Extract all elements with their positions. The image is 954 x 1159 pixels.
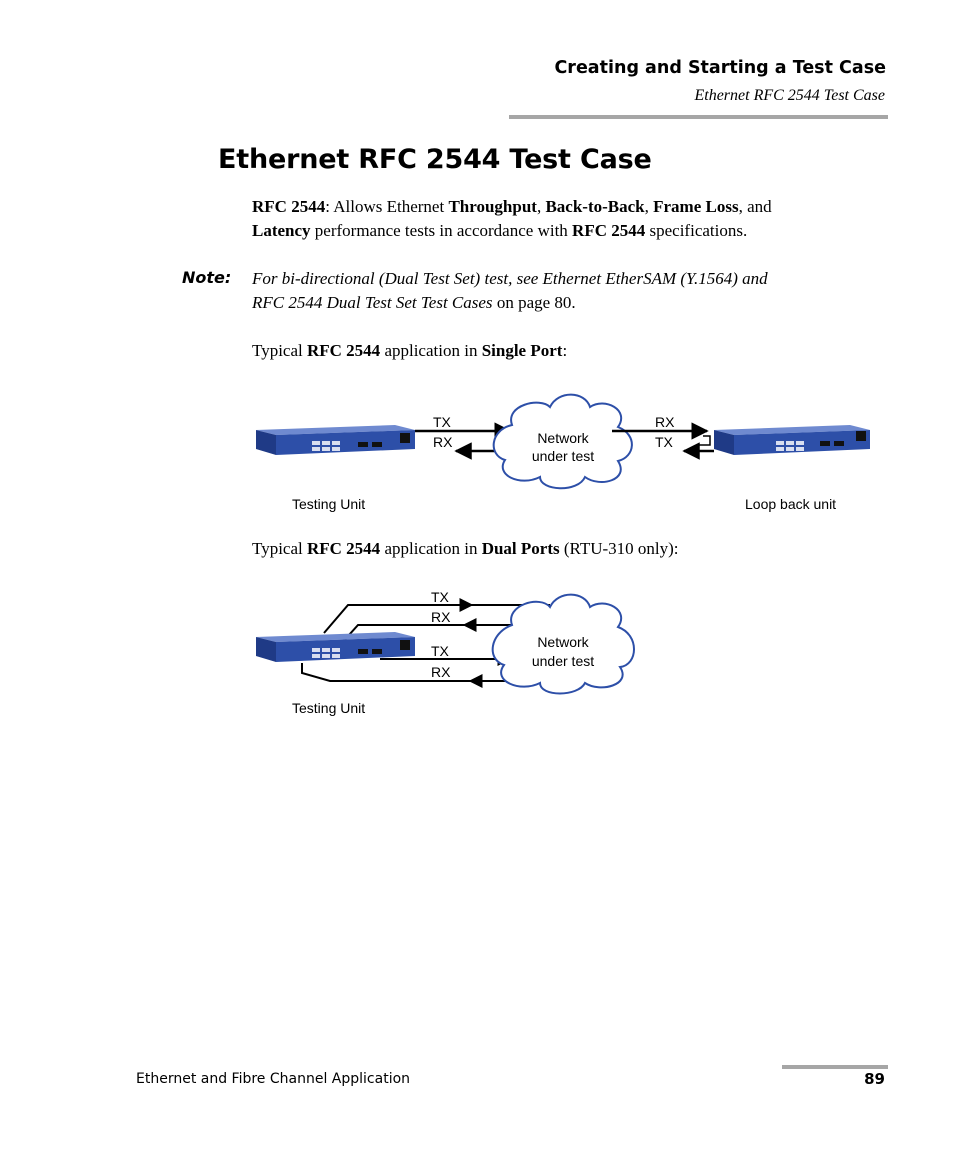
intro-text: : Allows Ethernet [325, 197, 449, 216]
note-line-1: For bi-directional (Dual Test Set) test, see Ethernet EtherSAM (Y.1564) and [252, 269, 768, 288]
rx-label-2: RX [431, 664, 451, 680]
intro-term: Frame Loss [653, 197, 739, 216]
caption-term: RFC 2544 [306, 539, 381, 558]
caption-term: RFC 2544 [306, 341, 381, 360]
caption-term: Single Port [481, 341, 563, 360]
caption-text: Typical [252, 539, 307, 558]
testing-unit-device [256, 632, 415, 662]
cloud-label-line1: Network [537, 430, 589, 446]
note-text [252, 267, 768, 314]
caption-text: (RTU-310 only): [559, 539, 679, 558]
intro-text: , [536, 197, 546, 216]
intro-term: Back-to-Back [545, 197, 645, 216]
caption-dual-ports [252, 537, 679, 561]
note-page-ref: on page 80. [492, 292, 576, 312]
tx-label-1: TX [431, 589, 449, 605]
footer-text: Ethernet and Fibre Channel Application [136, 1071, 411, 1087]
testing-unit-label: Testing Unit [292, 496, 366, 512]
caption-single-port [252, 339, 567, 363]
intro-paragraph [252, 195, 772, 242]
tx-label: TX [433, 414, 451, 430]
single-port-diagram [240, 385, 880, 520]
footer-rule [782, 1065, 888, 1069]
intro-term: Latency [252, 220, 311, 240]
loopback-icon [698, 436, 710, 445]
page-title: Ethernet RFC 2544 Test Case [218, 144, 652, 175]
caption-text: application in [380, 341, 482, 360]
cloud-label-line2: under test [531, 653, 595, 669]
subsection-title: Ethernet RFC 2544 Test Case [694, 87, 885, 104]
testing-unit-device [256, 425, 415, 455]
caption-text: : [562, 341, 568, 360]
intro-text: performance tests in accordance with [310, 220, 573, 240]
loopback-unit-label: Loop back unit [745, 496, 837, 512]
cloud-label-line2: under test [531, 448, 595, 464]
section-title: Creating and Starting a Test Case [554, 58, 886, 78]
caption-text: application in [380, 539, 482, 558]
intro-text: , and [738, 197, 772, 216]
note-label: Note: [182, 268, 232, 287]
tx-label-2: TX [431, 643, 449, 659]
intro-text: specifications. [645, 220, 748, 240]
tx-label-right: TX [655, 434, 673, 450]
page-number: 89 [864, 1070, 885, 1088]
intro-text: , [644, 197, 654, 216]
caption-text: Typical [252, 341, 307, 360]
testing-unit-label: Testing Unit [292, 700, 366, 716]
caption-term: Dual Ports [481, 539, 560, 558]
intro-term: Throughput [448, 197, 537, 216]
rx-label: RX [433, 434, 453, 450]
intro-term: RFC 2544 [252, 197, 326, 216]
rx-label-right: RX [655, 414, 675, 430]
rx-label-1: RX [431, 609, 451, 625]
loopback-unit-device [714, 425, 870, 455]
intro-term: RFC 2544 [572, 220, 646, 240]
dual-port-diagram [240, 585, 660, 725]
header-rule [509, 115, 888, 119]
note-cross-reference: RFC 2544 Dual Test Set Test Cases [252, 292, 493, 312]
cloud-label-line1: Network [537, 634, 589, 650]
